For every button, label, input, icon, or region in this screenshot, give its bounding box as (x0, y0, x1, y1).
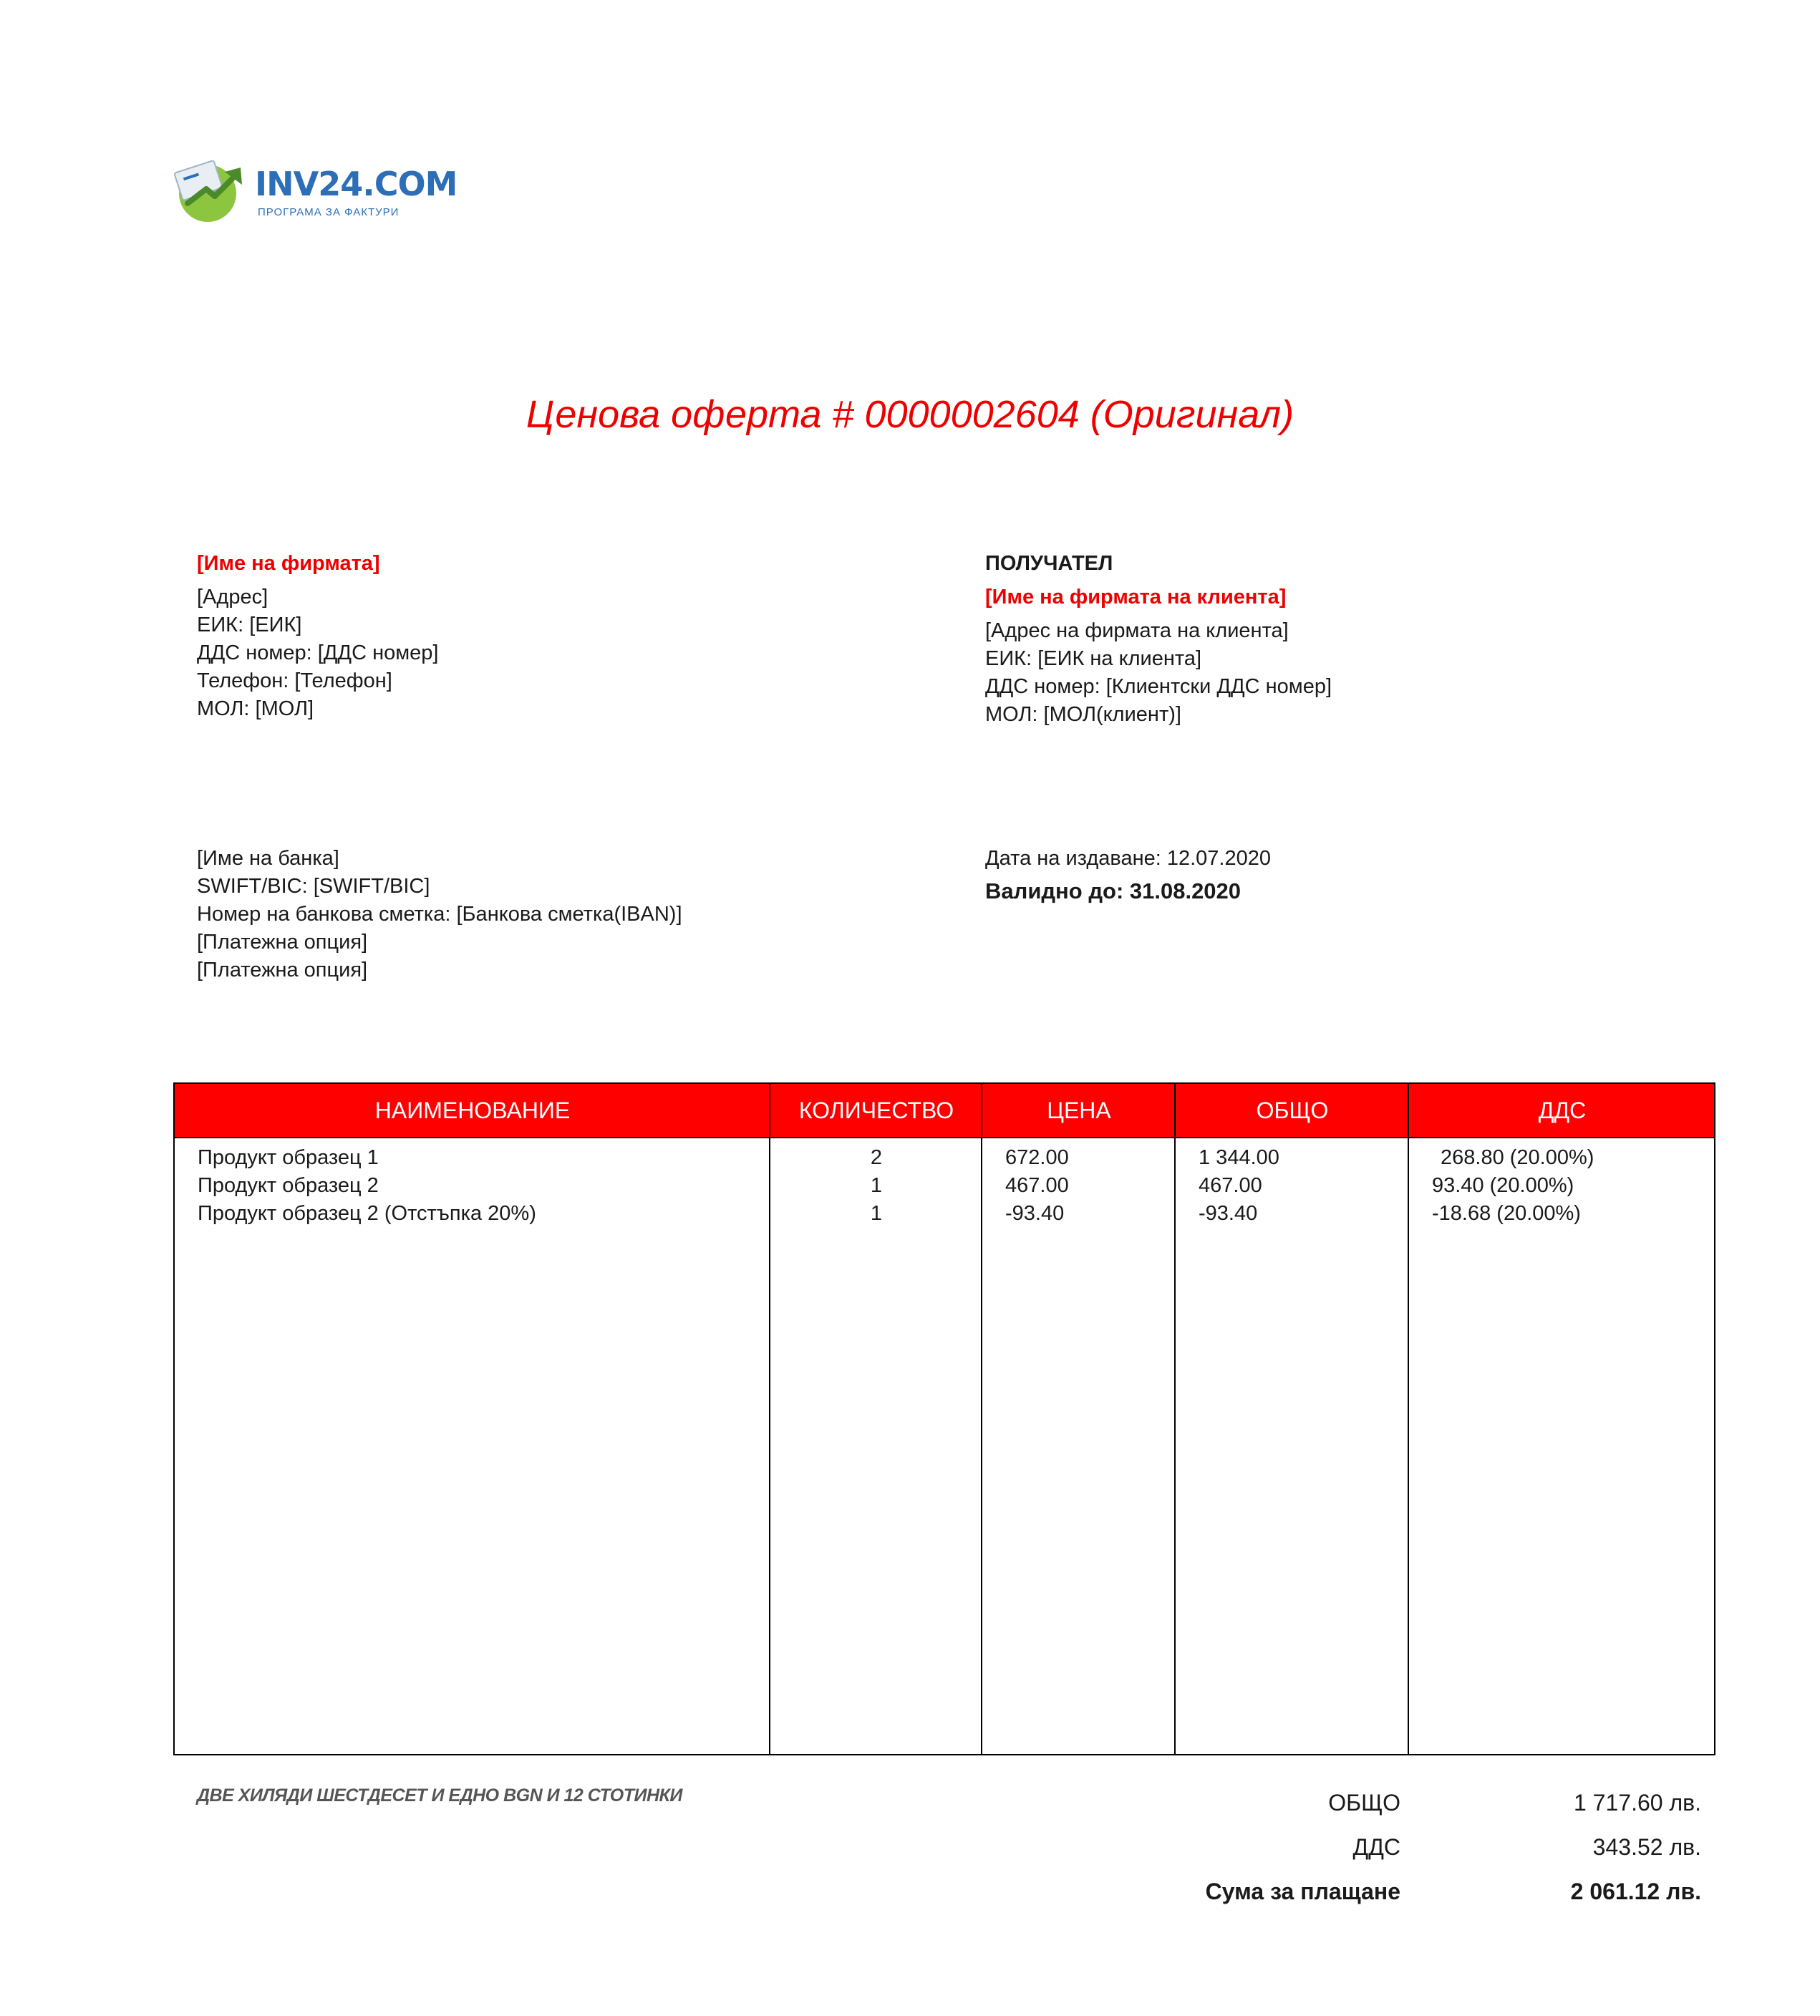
header-name: НАИМЕНОВАНИЕ (374, 1097, 571, 1123)
item-name: Продукт образец 2 (Отстъпка 20%) (198, 1202, 536, 1225)
seller-vat: ДДС номер: [ДДС номер] (197, 641, 439, 664)
item-vat: 93.40 (20.00%) (1432, 1174, 1574, 1197)
item-total: 467.00 (1199, 1174, 1262, 1197)
header-total: ОБЩО (1256, 1097, 1329, 1123)
item-total: -93.40 (1199, 1202, 1258, 1225)
item-quantity: 1 (870, 1202, 883, 1225)
seller-address: [Адрес] (197, 586, 268, 609)
buyer-info (985, 550, 1332, 729)
document-title: Ценова оферта # 0000002604 (Оригинал) (526, 393, 1294, 436)
logo-tagline: ПРОГРАМА ЗА ФАКТУРИ (258, 206, 400, 218)
header-quantity: КОЛИЧЕСТВО (798, 1097, 954, 1123)
seller-mol: МОЛ: [МОЛ] (197, 697, 314, 720)
payment-option: [Платежна опция] (197, 931, 368, 954)
bank-swift: SWIFT/BIC: [SWIFT/BIC] (197, 875, 430, 898)
seller-info (197, 550, 438, 723)
table-row (175, 1172, 1714, 1200)
item-vat: -18.68 (20.00%) (1432, 1202, 1581, 1225)
buyer-address: [Адрес на фирмата на клиента] (985, 619, 1289, 642)
vat-total-label: ДДС (1352, 1834, 1400, 1860)
bank-info (197, 845, 682, 984)
item-price: -93.40 (1005, 1202, 1065, 1225)
item-price: 672.00 (1005, 1146, 1069, 1169)
item-vat: 268.80 (20.00%) (1441, 1146, 1594, 1169)
vat-total-value: 343.52 лв. (1592, 1834, 1701, 1860)
logo-emblem-icon (172, 156, 251, 225)
table-body (175, 1144, 1714, 1228)
amount-in-words: ДВЕ ХИЛЯДИ ШЕСТДЕСЕТ И ЕДНО BGN И 12 СТОТИНКИ (197, 1785, 682, 1806)
logo-name: INV24.COM (255, 165, 458, 203)
buyer-heading: ПОЛУЧАТЕЛ (985, 552, 1113, 575)
header-price: ЦЕНА (1047, 1097, 1111, 1123)
item-name: Продукт образец 2 (198, 1174, 379, 1197)
buyer-mol: МОЛ: [МОЛ(клиент)] (985, 703, 1181, 726)
issue-date: Дата на издаване: 12.07.2020 (985, 847, 1271, 870)
buyer-company: [Име на фирмата на клиента] (985, 586, 1287, 609)
subtotal-label: ОБЩО (1328, 1790, 1400, 1816)
item-quantity: 1 (870, 1174, 883, 1197)
amount-due-label: Сума за плащане (1205, 1879, 1400, 1904)
seller-eik: ЕИК: [ЕИК] (197, 614, 302, 636)
valid-until: Валидно до: 31.08.2020 (985, 878, 1241, 903)
amount-due-value: 2 061.12 лв. (1570, 1879, 1701, 1904)
buyer-vat: ДДС номер: [Клиентски ДДС номер] (985, 675, 1332, 698)
bank-iban: Номер на банкова сметка: [Банкова сметка(IBAN)] (197, 903, 682, 926)
table-header (175, 1084, 1714, 1138)
item-quantity: 2 (870, 1146, 883, 1169)
payment-option: [Платежна опция] (197, 959, 368, 982)
dates-info (985, 845, 1271, 905)
seller-company: [Име на фирмата] (197, 552, 380, 575)
subtotal-value: 1 717.60 лв. (1573, 1790, 1701, 1816)
seller-phone: Телефон: [Телефон] (197, 669, 392, 692)
bank-name: [Име на банка] (197, 847, 339, 870)
item-name: Продукт образец 1 (198, 1146, 379, 1169)
item-price: 467.00 (1005, 1174, 1069, 1197)
buyer-eik: ЕИК: [ЕИК на клиента] (985, 647, 1202, 670)
company-logo (172, 156, 458, 225)
table-row (175, 1144, 1714, 1172)
items-table (173, 1082, 1715, 1755)
table-row (175, 1200, 1714, 1228)
header-vat: ДДС (1538, 1097, 1587, 1123)
item-total: 1 344.00 (1199, 1146, 1279, 1169)
